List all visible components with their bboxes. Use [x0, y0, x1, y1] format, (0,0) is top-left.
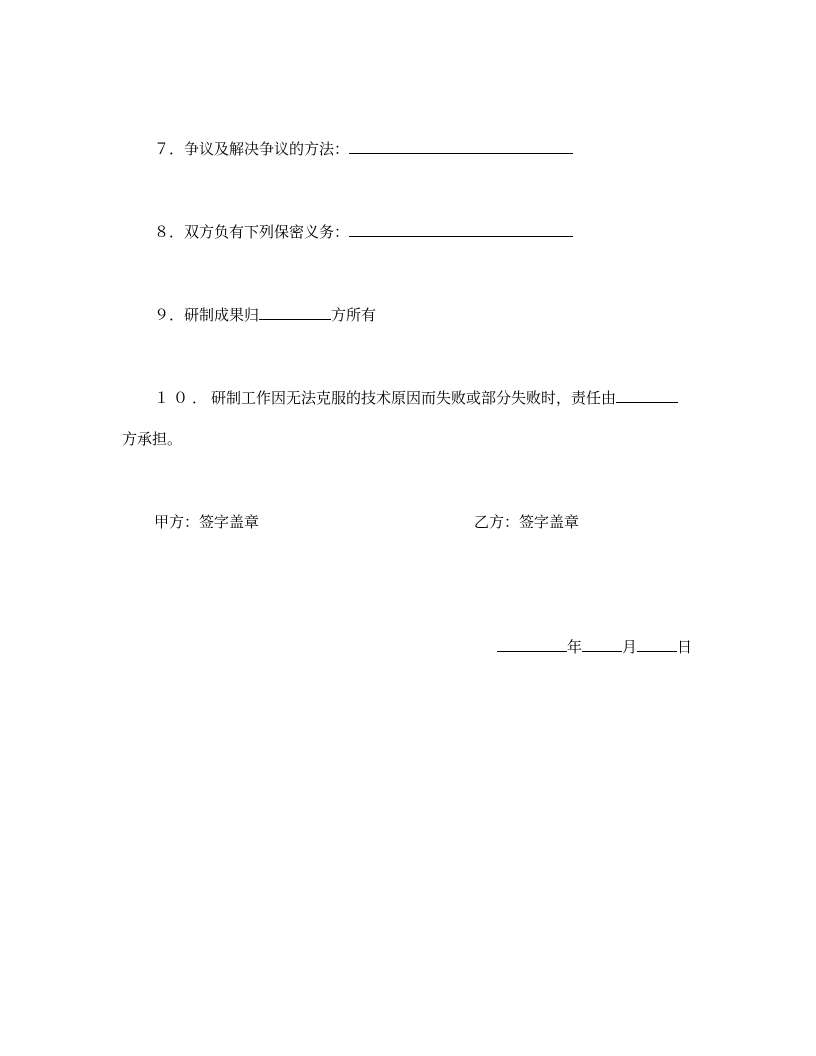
year-blank[interactable]	[497, 637, 567, 652]
month-label: 月	[622, 638, 638, 656]
clause-8-text: 双方负有下列保密义务：	[184, 223, 350, 241]
party-a-signature: 甲方：签字盖章	[154, 513, 260, 531]
month-blank[interactable]	[582, 637, 622, 652]
clause-7-number: ７．	[154, 140, 185, 158]
year-label: 年	[567, 638, 583, 656]
party-b-signature: 乙方：签字盖章	[474, 513, 580, 531]
clause-10-blank[interactable]	[616, 388, 678, 403]
day-label: 日	[677, 638, 693, 656]
clause-8-number: ８．	[154, 223, 185, 241]
clause-9-text-before: 研制成果归	[184, 306, 260, 324]
clause-7-text: 争议及解决争议的方法：	[184, 140, 350, 158]
clause-9-text-after: 方所有	[331, 306, 377, 324]
clause-9-blank[interactable]	[259, 305, 331, 320]
clause-9-number: ９．	[154, 306, 185, 324]
clause-10-continuation	[122, 429, 182, 449]
clause-10-number: １０．	[154, 389, 212, 407]
clause-10-text-cont: 方承担。	[122, 430, 183, 448]
clause-8-blank[interactable]	[349, 222, 573, 237]
clause-8	[154, 222, 573, 242]
day-blank[interactable]	[637, 637, 677, 652]
clause-10-text: 研制工作因无法克服的技术原因而失败或部分失败时，责任由	[211, 389, 617, 407]
clause-10	[154, 388, 678, 408]
clause-7-blank[interactable]	[349, 139, 573, 154]
date-line	[497, 637, 692, 657]
clause-9	[154, 305, 376, 325]
clause-7	[154, 139, 573, 159]
